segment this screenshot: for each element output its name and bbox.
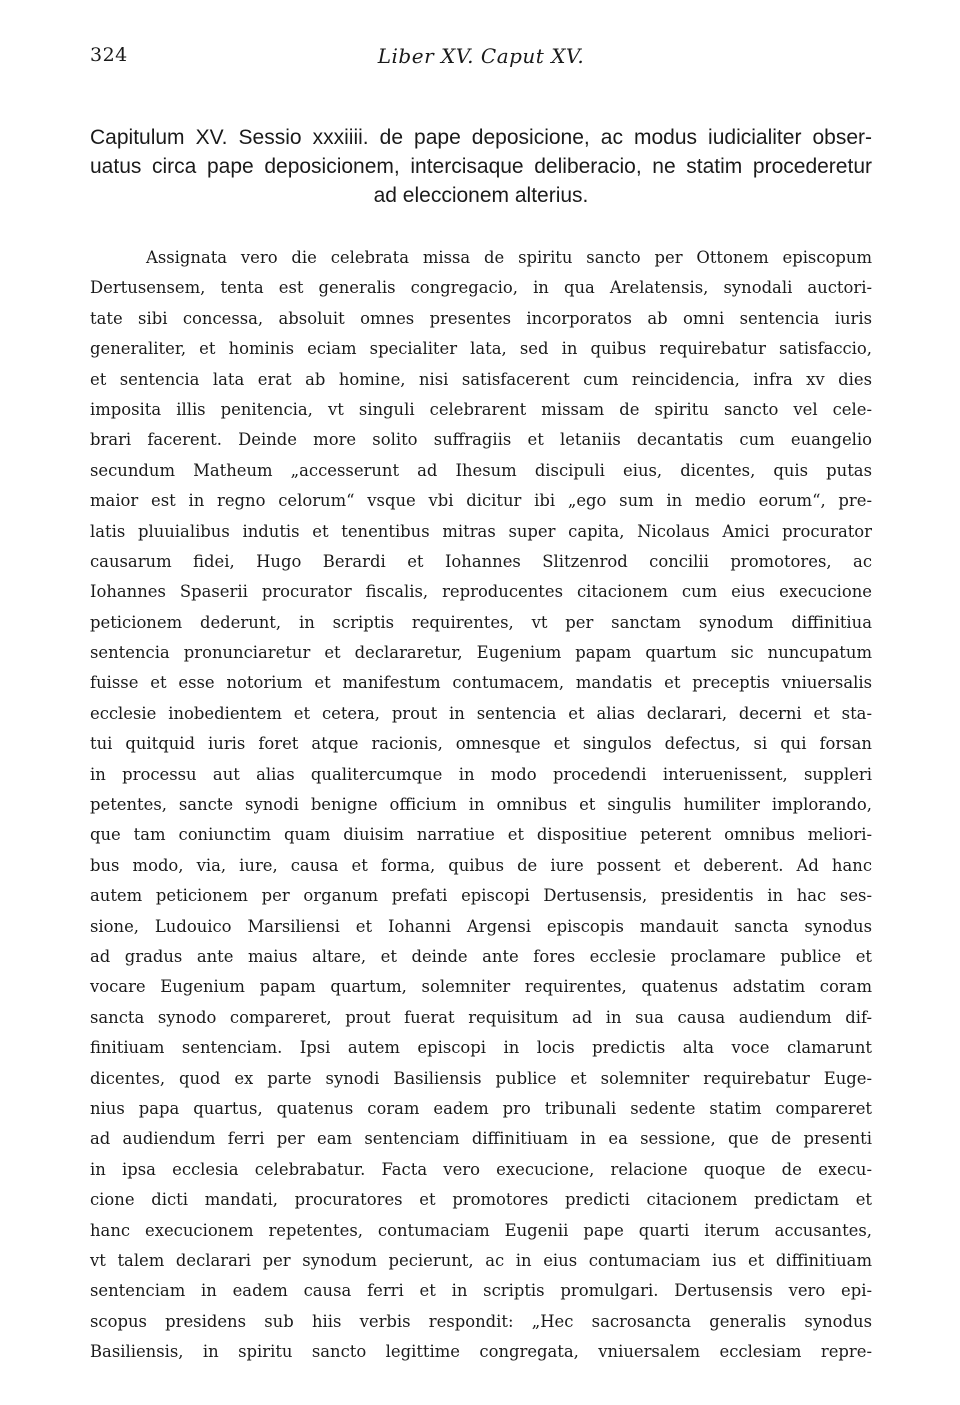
text-line: peticionem dederunt, in scriptis requirentes, vt per sanctam synodum diffinitiua [90, 612, 872, 632]
text-line: fuisse et esse notorium et manifestum contumacem, mandatis et preceptis vniuersalis [90, 673, 872, 693]
text-line: et sentencia lata erat ab homine, nisi satisfacerent cum reincidencia, infra xv dies [90, 369, 872, 389]
text-line: generaliter, et hominis eciam specialiter lata, sed in quibus requirebatur satisfaccio, [90, 339, 872, 359]
text-line: Assignata vero die celebrata missa de spiritu sancto per Ottonem episcopum [146, 248, 872, 267]
chapter-heading [90, 123, 872, 210]
text-line: Dertusensem, tenta est generalis congregacio, in qua Arelatensis, synodali auctori- [90, 278, 872, 298]
running-title: Liber XV. Caput XV. [377, 44, 585, 68]
text-line: secundum Matheum „accesserunt ad Ihesum discipuli eius, dicentes, quis putas [90, 460, 872, 480]
text-line: que tam coniunctim quam diuisim narratiue et dispositiue peterent omnibus meliori- [90, 825, 872, 845]
text-line: brari facerent. Deinde more solito suffragiis et letaniis decantatis cum euangelio [90, 430, 872, 450]
page-number: 324 [90, 44, 128, 66]
book-page [90, 0, 872, 1405]
text-line: scopus presidens sub hiis verbis respondit: „Hec sacrosancta generalis synodus [90, 1311, 872, 1331]
text-line: imposita illis penitencia, vt singuli celebrarent missam de spiritu sancto vel cele- [90, 399, 872, 419]
text-line: sentenciam in eadem causa ferri et in scriptis promulgari. Dertusensis vero epi- [90, 1281, 872, 1301]
text-line: maior est in regno celorum“ vsque vbi dicitur ibi „ego sum in medio eorum“, pre- [90, 491, 872, 511]
text-line: vt talem declarari per synodum pecierunt, ac in eius contumaciam ius et diffinitiuam [90, 1250, 872, 1270]
text-line: petentes, sancte synodi benigne officium in omnibus et singulis humiliter implorando, [90, 795, 872, 815]
running-head [90, 44, 872, 72]
text-line: Basiliensis, in spiritu sancto legittime congregata, vniuersalem ecclesiam repre- [90, 1342, 872, 1362]
text-line: bus modo, via, iure, causa et forma, quibus de iure possent et deberent. Ad hanc [90, 855, 872, 875]
text-line: sentencia pronunciaretur et declararetur, Eugenium papam quartum sic nuncupatum [90, 643, 872, 663]
text-line: in processu aut alias qualitercumque in modo procedendi interuenissent, suppleri [90, 764, 872, 784]
text-line: sancta synodo compareret, prout fuerat requisitum ad in sua causa audiendum dif- [90, 1007, 872, 1027]
text-line: tui quitquid iuris foret atque racionis, omnesque et singulos defectus, si qui forsan [90, 734, 872, 754]
heading-line: Capitulum XV. Sessio xxxiiii. de pape deposicione, ac modus iudicialiter obser- [90, 126, 872, 149]
text-line: dicentes, quod ex parte synodi Basiliensis publice et solemniter requirebatur Euge- [90, 1068, 872, 1088]
text-line: hanc execucionem repetentes, contumaciam Eugenii pape quarti iterum accusantes, [90, 1220, 872, 1240]
text-line: nius papa quartus, quatenus coram eadem pro tribunali sedente statim compareret [90, 1098, 872, 1118]
text-line: vocare Eugenium papam quartum, solemniter requirentes, quatenus adstatim coram [90, 977, 872, 997]
heading-line: ad eleccionem alterius. [373, 184, 589, 207]
text-line: autem peticionem per organum prefati episcopi Dertusensis, presidentis in hac ses- [90, 886, 872, 906]
text-line: in ipsa ecclesia celebrabatur. Facta vero execucione, relacione quoque de execu- [90, 1159, 872, 1179]
text-line: sione, Ludouico Marsiliensi et Iohanni Argensi episcopis mandauit sancta synodus [90, 916, 872, 936]
body-paragraph [90, 243, 872, 1367]
heading-line: uatus circa pape deposicionem, intercisaque deliberacio, ne statim procederetur [90, 155, 872, 178]
text-line: ecclesie inobedientem et cetera, prout in sentencia et alias declarari, decerni et sta- [90, 703, 872, 723]
text-line: ad audiendum ferri per eam sentenciam diffinitiuam in ea sessione, que de presenti [90, 1129, 872, 1149]
text-line: latis pluuialibus indutis et tenentibus mitras super capita, Nicolaus Amici procurator [90, 521, 872, 541]
text-line: finitiuam sentenciam. Ipsi autem episcopi in locis predictis alta voce clamarunt [90, 1038, 872, 1058]
text-line: causarum fidei, Hugo Berardi et Iohannes Slitzenrod concilii promotores, ac [90, 551, 872, 571]
text-line: ad gradus ante maius altare, et deinde ante fores ecclesie proclamare publice et [90, 946, 872, 966]
text-line: Iohannes Spaserii procurator fiscalis, reproducentes citacionem cum eius execucione [90, 582, 872, 602]
text-line: cione dicti mandati, procuratores et promotores predicti citacionem predictam et [90, 1190, 872, 1210]
text-line: tate sibi concessa, absoluit omnes presentes incorporatos ab omni sentencia iuris [90, 308, 872, 328]
